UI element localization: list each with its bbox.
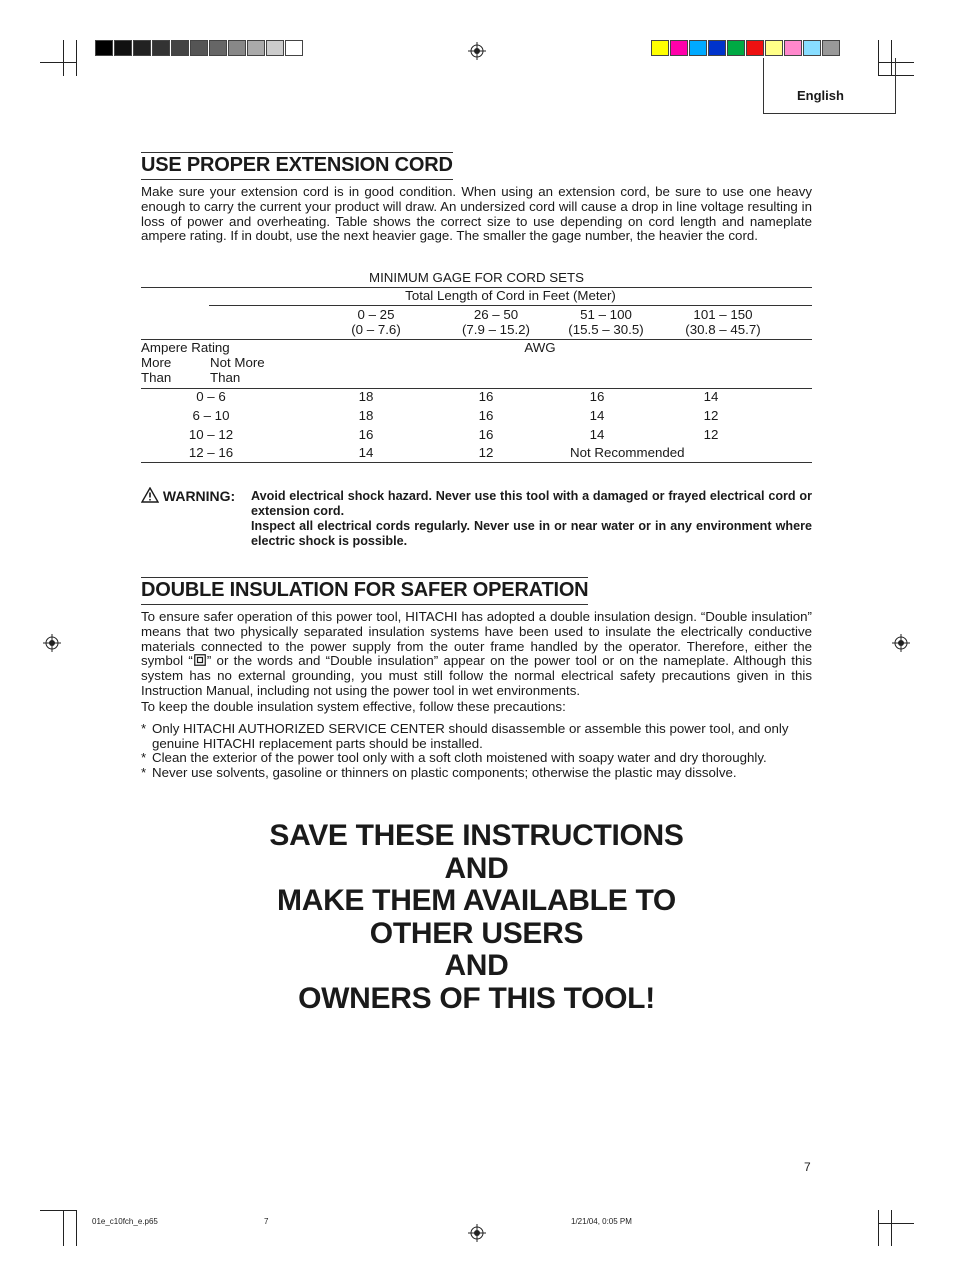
color-swatch <box>803 40 821 56</box>
gray-swatch <box>228 40 246 56</box>
paragraph-text: ” or the words and “Double insulation” appear on the power tool or on the nameplate. Although this system has no external grounding, you must still follow the normal electrical safety precautions given in this Instruction Manual, including not using the power tool in wet environments. <box>141 653 812 698</box>
language-tab <box>763 58 896 114</box>
gage-cell: 12 <box>478 445 494 460</box>
range-feet: 26 – 50 <box>473 307 519 322</box>
bullet-mark: * <box>141 750 147 765</box>
amps-cell: 0 – 6 <box>196 389 226 404</box>
list-item <box>141 766 821 781</box>
list-item-text: Never use solvents, gasoline or thinners on plastic components; otherwise the plastic may dissolve. <box>152 765 737 780</box>
bullet-mark: * <box>141 721 147 736</box>
color-swatch <box>689 40 707 56</box>
color-swatch <box>784 40 802 56</box>
registration-mark-icon <box>43 634 61 652</box>
warning-text-2: Inspect all electrical cords regularly. Never use in or near water or in any environment where electric shock is possible. <box>251 519 812 548</box>
banner-line: SAVE THESE INSTRUCTIONS <box>269 819 684 852</box>
bullet-mark: * <box>141 765 147 780</box>
color-swatch <box>765 40 783 56</box>
amps-cell: 6 – 10 <box>192 408 230 423</box>
range-meters: (0 – 7.6) <box>351 322 401 337</box>
gray-swatch <box>190 40 208 56</box>
more-label: More <box>141 355 172 370</box>
gage-cell: 16 <box>589 389 605 404</box>
banner-line: MAKE THEM AVAILABLE TO <box>277 884 676 917</box>
registration-mark-icon <box>468 42 486 60</box>
list-item-text: Only HITACHI AUTHORIZED SERVICE CENTER should disassemble or assemble this power tool, and only genuine HITACHI replacement parts should be installed. <box>152 721 789 751</box>
range-meters: (7.9 – 15.2) <box>461 322 530 337</box>
than-label: Than <box>210 370 241 385</box>
range-feet: 0 – 25 <box>357 307 395 322</box>
gage-cell: 16 <box>478 427 494 442</box>
gage-cell: 18 <box>358 408 374 423</box>
banner-line: OTHER USERS <box>369 916 584 950</box>
color-swatch <box>746 40 764 56</box>
footer-filename: 01e_c10fch_e.p65 <box>92 1217 158 1226</box>
double-insulation-paragraph <box>141 610 812 699</box>
gage-cell: 18 <box>358 389 374 404</box>
range-meters: (15.5 – 30.5) <box>568 322 644 337</box>
section-title-extension-cord: USE PROPER EXTENSION CORD <box>141 152 453 180</box>
banner-line: OWNERS OF THIS TOOL! <box>298 981 655 1015</box>
length-header: Total Length of Cord in Feet (Meter) <box>405 288 616 303</box>
gray-swatch <box>247 40 265 56</box>
warning-label <box>141 487 235 504</box>
color-swatch <box>651 40 669 56</box>
awg-label: AWG <box>524 340 556 355</box>
color-swatch <box>708 40 726 56</box>
table-caption: MINIMUM GAGE FOR CORD SETS <box>369 270 584 285</box>
footer-page: 7 <box>264 1217 269 1226</box>
gage-cell: 16 <box>478 389 494 404</box>
list-item-text: Clean the exterior of the power tool only with a soft cloth moistened with soapy water and dry thoroughly. <box>152 750 767 765</box>
color-swatch <box>822 40 840 56</box>
gray-swatch <box>152 40 170 56</box>
gage-cell: 14 <box>358 445 374 460</box>
gray-swatch <box>266 40 284 56</box>
language-label: English <box>797 88 844 103</box>
precautions-intro: To keep the double insulation system effective, follow these precautions: <box>141 699 566 714</box>
amps-cell: 10 – 12 <box>188 427 234 442</box>
gage-cell: 12 <box>703 427 719 442</box>
amps-cell: 12 – 16 <box>188 445 234 460</box>
paragraph-text: To ensure safer operation of this power tool, HITACHI has adopted a double insulation design. “Double insulation” means that two physically separated insulation systems have been used to insulate the electrically conductive materials connected to the power supply from the outer frame handled by the operator. Therefore, either the symbol “ <box>141 609 812 669</box>
section-title-double-insulation: DOUBLE INSULATION FOR SAFER OPERATION <box>141 577 588 605</box>
gage-cell: 16 <box>358 427 374 442</box>
range-feet: 51 – 100 <box>580 307 632 322</box>
ampere-rating-label: Ampere Rating <box>141 340 230 355</box>
gray-swatch <box>285 40 303 56</box>
page-number: 7 <box>804 1160 811 1174</box>
than-label: Than <box>141 370 172 385</box>
extension-cord-paragraph: Make sure your extension cord is in good condition. When using an extension cord, be sure to use one heavy enough to carry the current your product will draw. An undersized cord will cause a drop in line voltage resulting in loss of power and overheating. Table shows the correct size to use depending on cord length and nameplate ampere rating. If in doubt, use the next heavier gage. The smaller the gage number, the heavier the cord. <box>141 184 812 244</box>
warning-text-1: Avoid electrical shock hazard. Never use this tool with a damaged or frayed electrical cord or extension cord. <box>251 489 812 518</box>
color-swatch <box>670 40 688 56</box>
gage-cell: 14 <box>589 408 605 423</box>
list-item <box>141 751 821 766</box>
range-feet: 101 – 150 <box>693 307 753 322</box>
gage-cell: 14 <box>589 427 605 442</box>
range-meters: (30.8 – 45.7) <box>685 322 761 337</box>
save-instructions-banner <box>141 820 812 1015</box>
warning-triangle-icon <box>141 487 159 503</box>
not-more-label: Not More <box>210 355 265 370</box>
gage-cell: 14 <box>703 389 719 404</box>
color-swatch <box>727 40 745 56</box>
gage-cell: 16 <box>478 408 494 423</box>
footer-date: 1/21/04, 0:05 PM <box>571 1217 632 1226</box>
registration-mark-icon <box>468 1224 486 1242</box>
gray-swatch <box>114 40 132 56</box>
gray-swatch <box>95 40 113 56</box>
banner-line: AND <box>444 949 509 982</box>
not-recommended-cell: Not Recommended <box>570 445 685 460</box>
list-item <box>141 722 813 752</box>
double-insulation-symbol-icon <box>194 654 206 666</box>
registration-mark-icon <box>892 634 910 652</box>
gage-cell: 12 <box>703 408 719 423</box>
banner-line: AND <box>444 851 509 885</box>
gray-swatch <box>133 40 151 56</box>
gray-swatch <box>171 40 189 56</box>
gray-swatch <box>209 40 227 56</box>
warning-label-text: WARNING: <box>162 488 236 504</box>
